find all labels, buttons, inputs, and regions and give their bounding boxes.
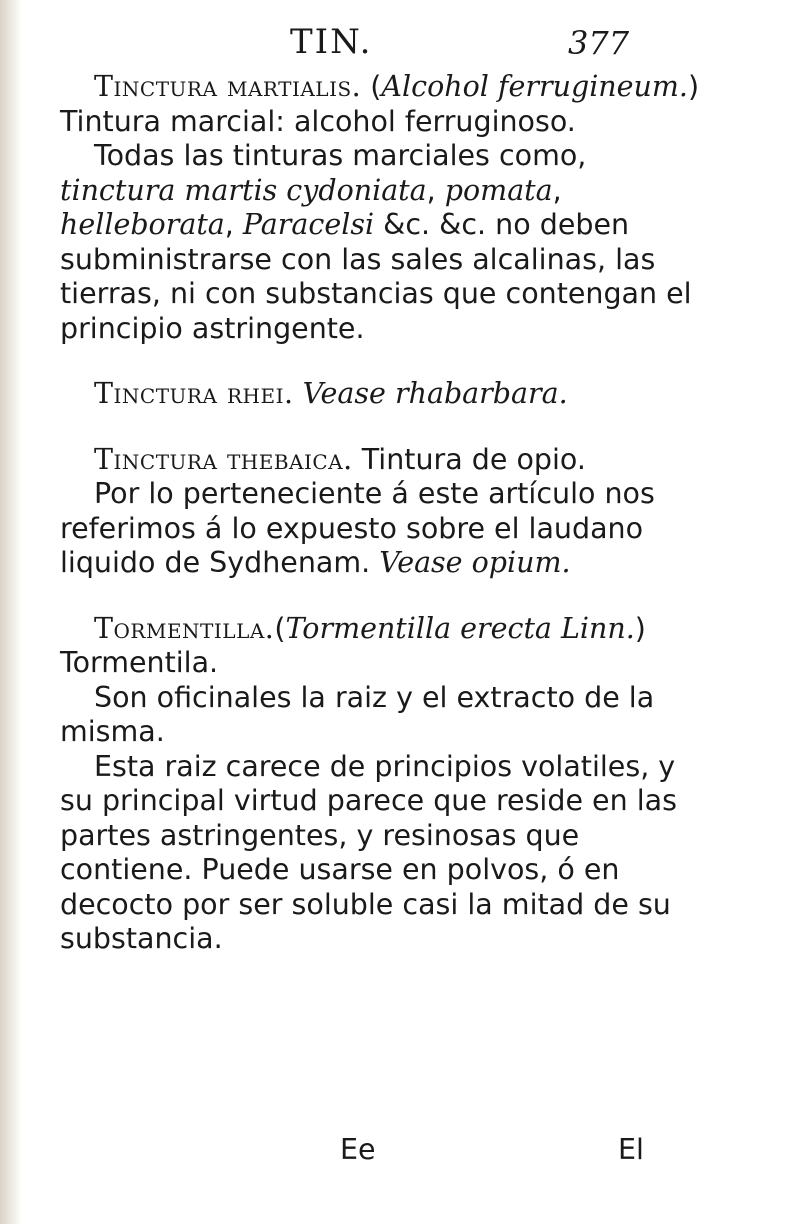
- definition: Tintura de opio.: [352, 442, 586, 476]
- latin-name: Tormentilla erecta Linn.: [285, 611, 635, 645]
- page-binding-edge: [0, 0, 22, 1224]
- latin-term: helleborata: [60, 208, 225, 241]
- punctuation: ,: [426, 173, 445, 207]
- running-head: TIN.: [290, 22, 373, 62]
- definition: ) Tormentila.: [60, 611, 646, 679]
- punctuation: ,: [552, 173, 562, 207]
- entry-tinctura-rhei: [60, 377, 700, 412]
- page-footer: [0, 1133, 800, 1173]
- entry-paragraph: [60, 750, 700, 957]
- entry-gap: [60, 346, 700, 377]
- body-text: &c. &c. no deben subministrarse con las sales alcalinas, las tierras, ni con substancias que contengan el principio astringente.: [60, 208, 692, 345]
- page-number: 377: [568, 24, 630, 62]
- page-header: [0, 22, 800, 72]
- latin-name: Alcohol ferrugineum.: [381, 70, 688, 103]
- cross-reference: Vease opium.: [379, 546, 571, 579]
- headword: Tormentilla.: [94, 611, 275, 645]
- definition: ) Tintura marcial: alcohol ferruginoso.: [60, 70, 700, 138]
- latin-term: tinctura martis cydoniata: [60, 173, 427, 207]
- punctuation: (: [370, 70, 382, 103]
- body-text: Todas las tinturas marciales como,: [94, 139, 587, 172]
- entry-paragraph: [60, 443, 700, 478]
- punctuation: ,: [224, 208, 243, 241]
- entry-tinctura-thebaica: [60, 443, 700, 581]
- signature-mark: Ee: [340, 1133, 376, 1166]
- latin-term: Paracelsi: [242, 208, 375, 241]
- catchword: El: [618, 1133, 644, 1166]
- entry-tormentilla: [60, 612, 700, 957]
- entry-paragraph: [60, 377, 700, 412]
- entry-paragraph: [60, 70, 700, 139]
- entry-paragraph: [60, 681, 700, 750]
- punctuation: (: [274, 611, 286, 645]
- entry-paragraph: [60, 477, 700, 581]
- entry-gap: [60, 581, 700, 612]
- headword: Tinctura rhei.: [94, 377, 294, 410]
- body-text: Esta raiz carece de principios volatiles, y su principal virtud parece que reside en las partes astringentes, y resinosas que contiene. Puede usarse en polvos, ó en decocto por ser soluble casi la mitad de su substancia.: [60, 749, 677, 955]
- body-text: Por lo perteneciente á este artículo nos referimos á lo expuesto sobre el laudano liquido de Sydhenam.: [60, 477, 655, 579]
- entry-paragraph: [60, 139, 700, 346]
- entry-paragraph: [60, 612, 700, 681]
- entry-gap: [60, 412, 700, 443]
- headword: Tinctura thebaica.: [94, 442, 353, 476]
- cross-reference: Vease rhabarbara.: [302, 377, 568, 410]
- headword: Tinctura martialis.: [94, 70, 362, 103]
- latin-term: pomata: [444, 173, 553, 207]
- entry-tinctura-martialis: [60, 70, 700, 346]
- page-body: [60, 70, 700, 957]
- body-text: Son oficinales la raiz y el extracto de la misma.: [60, 680, 655, 748]
